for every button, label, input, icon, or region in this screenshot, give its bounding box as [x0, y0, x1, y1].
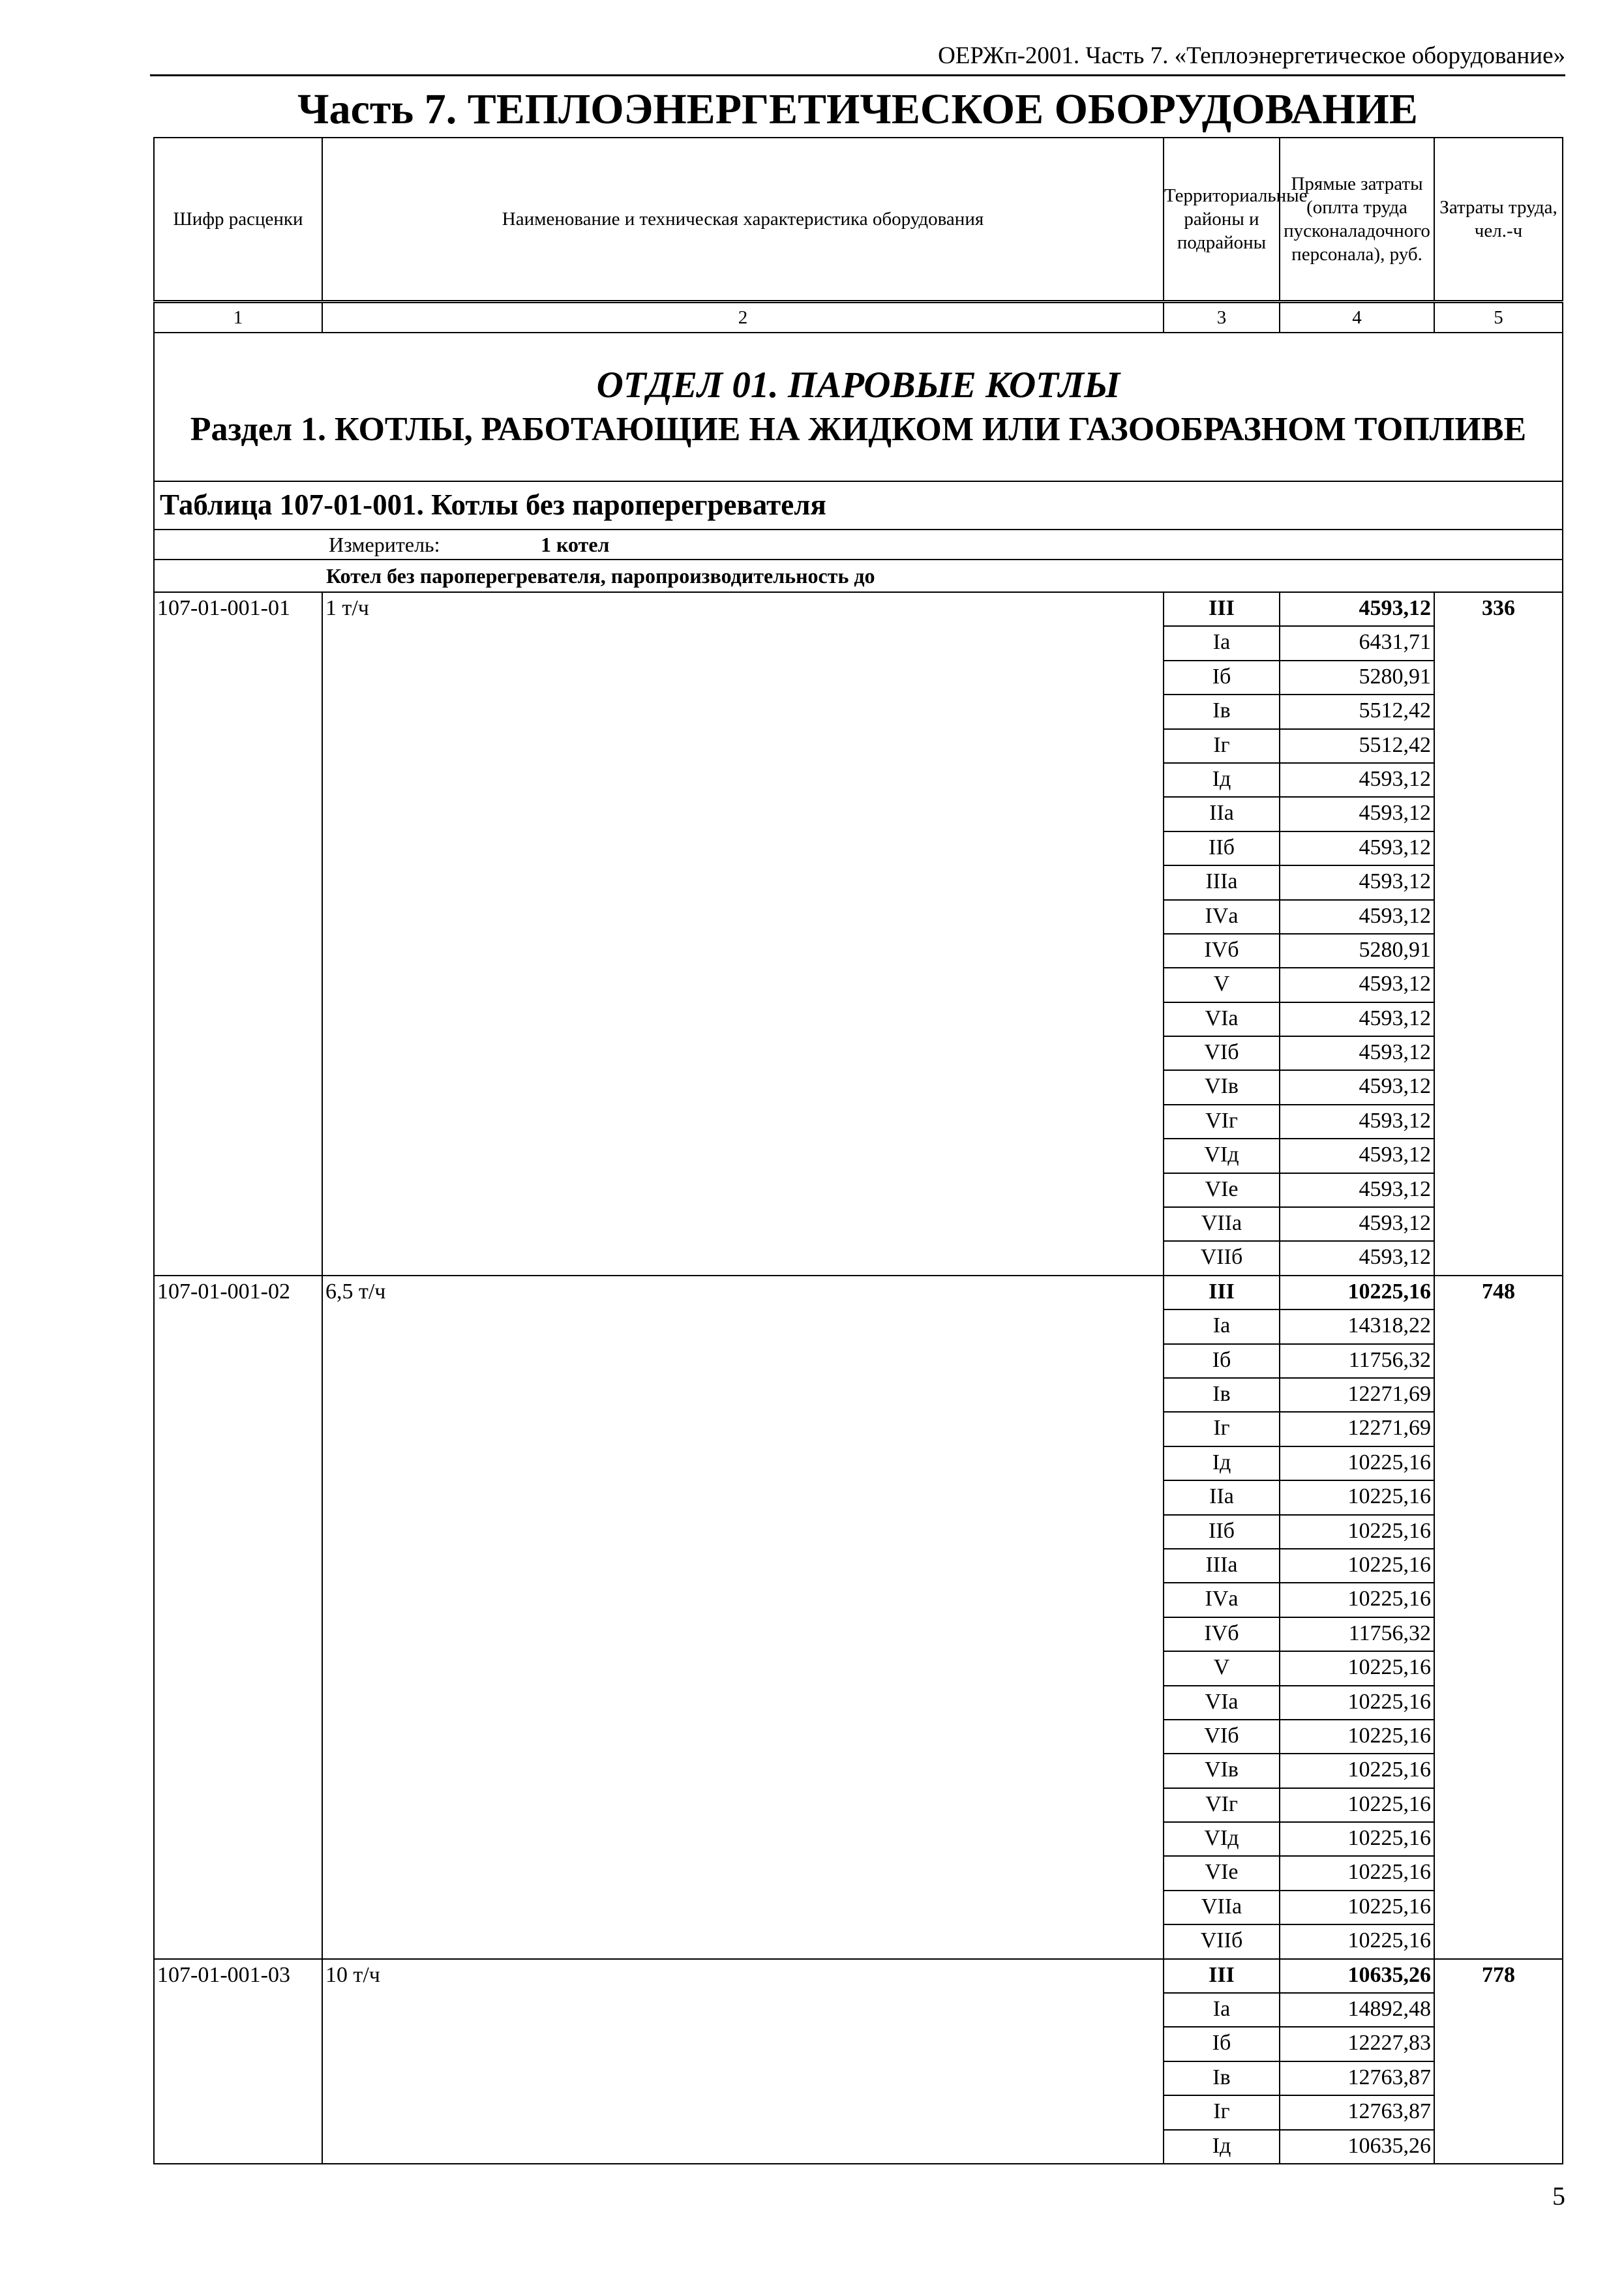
header-region: Территориальные районы и подрайоны	[1164, 138, 1280, 302]
region-code: III	[1164, 1276, 1280, 1309]
region-code: VIIб	[1164, 1241, 1280, 1275]
direct-cost: 10225,16	[1280, 1891, 1434, 1924]
page-number: 5	[1552, 2181, 1565, 2211]
direct-cost: 10225,16	[1280, 1788, 1434, 1822]
direct-cost: 10225,16	[1280, 1856, 1434, 1890]
direct-cost: 10225,16	[1280, 1754, 1434, 1788]
direct-cost: 5512,42	[1280, 729, 1434, 763]
section-heading	[154, 333, 1563, 481]
direct-cost: 12271,69	[1280, 1378, 1434, 1412]
region-code: IVа	[1164, 1583, 1280, 1617]
region-code: VIа	[1164, 1002, 1280, 1036]
region-code: Iв	[1164, 2061, 1280, 2095]
region-code: IVа	[1164, 900, 1280, 934]
direct-cost: 4593,12	[1280, 831, 1434, 865]
region-code: IIа	[1164, 797, 1280, 831]
region-code: VIIа	[1164, 1207, 1280, 1241]
region-code: VIа	[1164, 1686, 1280, 1720]
region-code: IVб	[1164, 934, 1280, 968]
direct-cost: 4593,12	[1280, 1139, 1434, 1173]
region-code: Iа	[1164, 1309, 1280, 1343]
region-code: IIб	[1164, 831, 1280, 865]
direct-cost: 4593,12	[1280, 1002, 1434, 1036]
column-number: 1	[154, 302, 322, 333]
region-code: IIIа	[1164, 865, 1280, 899]
region-code: Iг	[1164, 729, 1280, 763]
equipment-name: 10 т/ч	[322, 1959, 1164, 2164]
header-direct-costs: Прямые затраты (оплта труда пусконаладочного персонала), руб.	[1280, 138, 1434, 302]
unit-cell	[154, 530, 1563, 560]
region-code: V	[1164, 1651, 1280, 1685]
region-code: IVб	[1164, 1617, 1280, 1651]
section-heading-row	[154, 333, 1563, 481]
column-number-row	[154, 302, 1563, 333]
region-code: Iг	[1164, 1412, 1280, 1446]
labor-hours: 778	[1434, 1959, 1563, 2164]
region-code: IIIа	[1164, 1549, 1280, 1583]
region-code: Iд	[1164, 1446, 1280, 1480]
group-caption-row	[154, 560, 1563, 592]
region-code: VIе	[1164, 1173, 1280, 1207]
direct-cost: 4593,12	[1280, 1036, 1434, 1070]
region-code: VIв	[1164, 1754, 1280, 1788]
running-head: ОЕРЖп-2001. Часть 7. «Теплоэнергетическое оборудование»	[150, 38, 1565, 76]
region-code: III	[1164, 592, 1280, 626]
direct-cost: 5280,91	[1280, 934, 1434, 968]
table-title-row	[154, 481, 1563, 530]
unit-row	[154, 530, 1563, 560]
direct-cost: 12271,69	[1280, 1412, 1434, 1446]
region-code: Iг	[1164, 2095, 1280, 2129]
region-code: VIб	[1164, 1720, 1280, 1754]
region-code: Iв	[1164, 1378, 1280, 1412]
table-row	[154, 592, 1563, 626]
direct-cost: 12763,87	[1280, 2095, 1434, 2129]
direct-cost: 14892,48	[1280, 1993, 1434, 2027]
direct-cost: 10225,16	[1280, 1480, 1434, 1514]
rate-code: 107-01-001-02	[154, 1276, 322, 1959]
direct-cost: 11756,32	[1280, 1617, 1434, 1651]
region-code: VIIб	[1164, 1924, 1280, 1958]
direct-cost: 4593,12	[1280, 797, 1434, 831]
labor-hours: 336	[1434, 592, 1563, 1276]
direct-cost: 14318,22	[1280, 1309, 1434, 1343]
header-name: Наименование и техническая характеристика оборудования	[322, 138, 1164, 302]
direct-cost: 10225,16	[1280, 1651, 1434, 1685]
direct-cost: 4593,12	[1280, 865, 1434, 899]
region-code: VIд	[1164, 1139, 1280, 1173]
unit-value: 1 котел	[541, 533, 610, 556]
region-code: Iб	[1164, 2027, 1280, 2061]
region-code: Iд	[1164, 763, 1280, 797]
direct-cost: 10225,16	[1280, 1549, 1434, 1583]
direct-cost: 10225,16	[1280, 1720, 1434, 1754]
region-code: VIд	[1164, 1822, 1280, 1856]
direct-cost: 5280,91	[1280, 661, 1434, 695]
region-code: VIг	[1164, 1105, 1280, 1139]
direct-cost: 4593,12	[1280, 1105, 1434, 1139]
table-title: Таблица 107-01-001. Котлы без пароперегревателя	[154, 481, 1563, 530]
column-number: 2	[322, 302, 1164, 333]
equipment-name: 1 т/ч	[322, 592, 1164, 1276]
header-labor: Затраты труда, чел.-ч	[1434, 138, 1563, 302]
direct-cost: 10225,16	[1280, 1276, 1434, 1309]
header-row	[154, 138, 1563, 302]
direct-cost: 10225,16	[1280, 1446, 1434, 1480]
region-code: Iб	[1164, 1344, 1280, 1378]
direct-cost: 10635,26	[1280, 1959, 1434, 1993]
direct-cost: 10225,16	[1280, 1822, 1434, 1856]
direct-cost: 10635,26	[1280, 2130, 1434, 2164]
direct-cost: 10225,16	[1280, 1583, 1434, 1617]
region-code: Iв	[1164, 695, 1280, 728]
direct-cost: 11756,32	[1280, 1344, 1434, 1378]
rates-table	[153, 137, 1563, 2164]
region-code: Iд	[1164, 2130, 1280, 2164]
region-code: Iа	[1164, 626, 1280, 660]
part-title: Часть 7. ТЕПЛОЭНЕРГЕТИЧЕСКОЕ ОБОРУДОВАНИЕ	[297, 85, 1418, 133]
region-code: Iб	[1164, 661, 1280, 695]
direct-cost: 10225,16	[1280, 1686, 1434, 1720]
rate-code: 107-01-001-03	[154, 1959, 322, 2164]
direct-cost: 12763,87	[1280, 2061, 1434, 2095]
direct-cost: 4593,12	[1280, 763, 1434, 797]
column-number: 4	[1280, 302, 1434, 333]
region-code: V	[1164, 968, 1280, 1002]
direct-cost: 4593,12	[1280, 900, 1434, 934]
direct-cost: 6431,71	[1280, 626, 1434, 660]
direct-cost: 4593,12	[1280, 1070, 1434, 1104]
direct-cost: 10225,16	[1280, 1924, 1434, 1958]
region-code: VIIа	[1164, 1891, 1280, 1924]
labor-hours: 748	[1434, 1276, 1563, 1959]
unit-label: Измеритель:	[329, 533, 440, 556]
region-code: Iа	[1164, 1993, 1280, 2027]
department-title: ОТДЕЛ 01. ПАРОВЫЕ КОТЛЫ	[596, 365, 1120, 406]
direct-cost: 4593,12	[1280, 592, 1434, 626]
direct-cost: 4593,12	[1280, 968, 1434, 1002]
direct-cost: 4593,12	[1280, 1207, 1434, 1241]
direct-cost: 5512,42	[1280, 695, 1434, 728]
group-caption: Котел без пароперегревателя, паропроизводительность до	[154, 560, 1563, 592]
direct-cost: 4593,12	[1280, 1173, 1434, 1207]
region-code: VIв	[1164, 1070, 1280, 1104]
equipment-name: 6,5 т/ч	[322, 1276, 1164, 1959]
region-code: VIе	[1164, 1856, 1280, 1890]
table-row	[154, 1959, 1563, 1993]
region-code: VIб	[1164, 1036, 1280, 1070]
section-title: Раздел 1. КОТЛЫ, РАБОТАЮЩИЕ НА ЖИДКОМ ИЛИ ГАЗООБРАЗНОМ ТОПЛИВЕ	[190, 411, 1527, 448]
region-code: VIг	[1164, 1788, 1280, 1822]
region-code: IIб	[1164, 1515, 1280, 1549]
table-row	[154, 1276, 1563, 1309]
direct-cost: 4593,12	[1280, 1241, 1434, 1275]
region-code: IIа	[1164, 1480, 1280, 1514]
region-code: III	[1164, 1959, 1280, 1993]
rate-code: 107-01-001-01	[154, 592, 322, 1276]
column-number: 5	[1434, 302, 1563, 333]
column-number: 3	[1164, 302, 1280, 333]
direct-cost: 10225,16	[1280, 1515, 1434, 1549]
direct-cost: 12227,83	[1280, 2027, 1434, 2061]
header-code: Шифр расценки	[154, 138, 322, 302]
